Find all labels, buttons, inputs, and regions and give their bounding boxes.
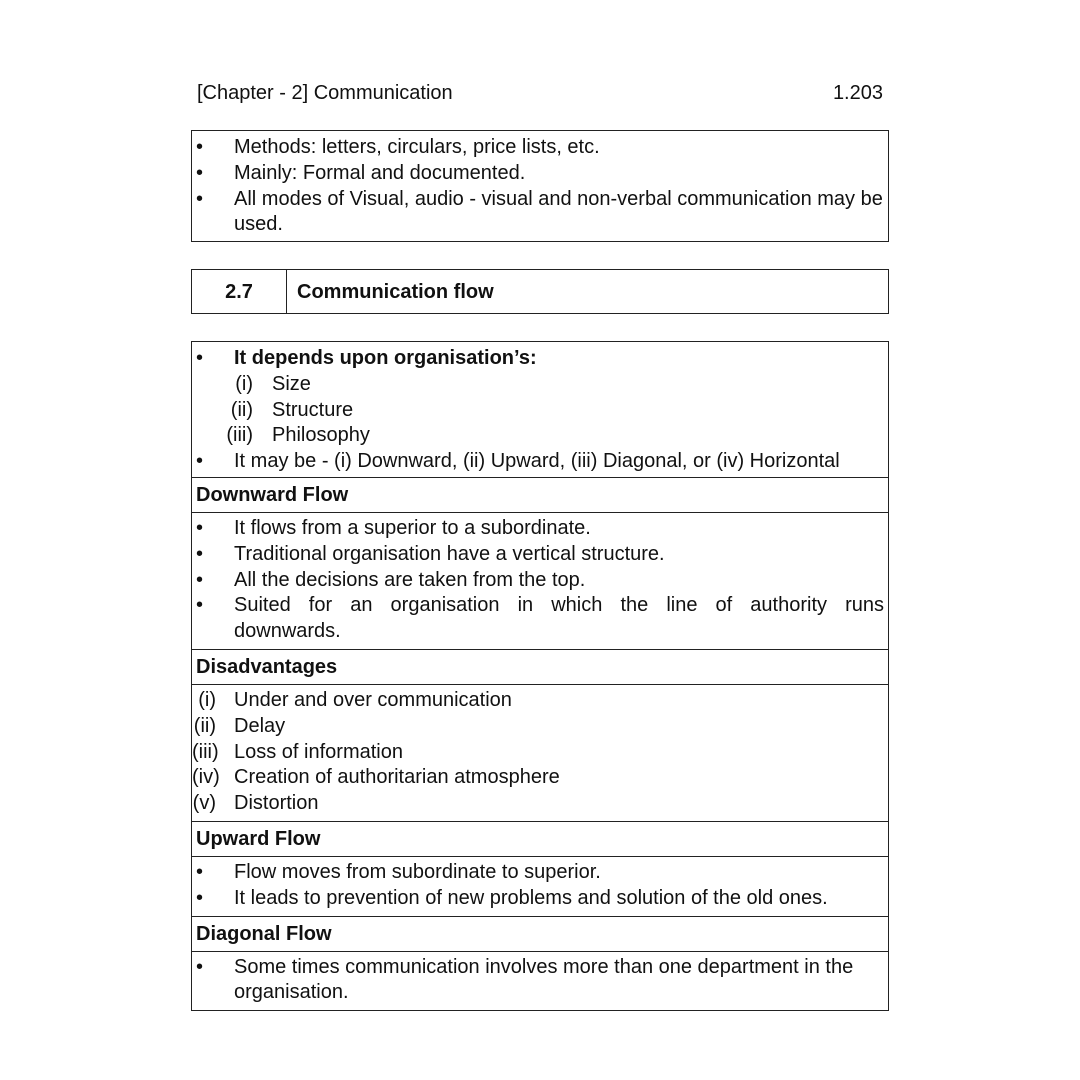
list-item xyxy=(192,886,888,912)
item-number: (iii) xyxy=(192,740,219,763)
bullet-icon: • xyxy=(196,161,204,184)
factor-number: (i) xyxy=(235,372,253,395)
bullet-icon: • xyxy=(196,136,204,158)
factor-text: Philosophy xyxy=(272,424,370,447)
diagonal-row xyxy=(192,951,888,1011)
intro-lead: It depends upon organisation’s: xyxy=(234,347,537,369)
disadvantage-item xyxy=(192,765,888,791)
factor-number: (ii) xyxy=(230,398,253,421)
item-text: Creation of authoritarian atmosphere xyxy=(234,766,560,789)
bullet-icon: • xyxy=(196,568,204,591)
bullet-icon: • xyxy=(196,450,204,473)
disadvantages-heading: Disadvantages xyxy=(192,649,888,684)
list-item xyxy=(192,593,888,619)
intro-row xyxy=(192,342,888,477)
list-item-text: Flow moves from subordinate to superior. xyxy=(234,860,601,883)
diagonal-heading: Diagonal Flow xyxy=(192,916,888,951)
factor-item xyxy=(192,398,888,424)
factor-text: Structure xyxy=(272,398,354,421)
factor-item xyxy=(192,423,888,449)
disadvantage-item xyxy=(192,688,888,714)
list-item xyxy=(192,346,888,372)
list-item-text: Suited for an organisation in which the line of authority runs xyxy=(234,594,884,617)
list-item xyxy=(192,161,888,187)
upward-row xyxy=(192,856,888,916)
bullet-icon: • xyxy=(196,955,204,978)
downward-row xyxy=(192,512,888,649)
item-text: Distortion xyxy=(234,792,319,815)
page-header xyxy=(197,82,883,108)
list-item-text: Some times communication involves more than one department in the xyxy=(234,955,854,978)
list-item xyxy=(192,542,888,568)
downward-heading: Downward Flow xyxy=(192,477,888,512)
disadvantage-item xyxy=(192,740,888,766)
item-text: Loss of information xyxy=(234,740,403,763)
bullet-icon: • xyxy=(196,860,204,883)
list-item xyxy=(192,955,888,981)
item-number: (ii) xyxy=(193,714,216,737)
list-item-text: Methods: letters, circulars, price lists, etc. xyxy=(234,136,600,158)
flow-types-text: It may be - (i) Downward, (ii) Upward, (iii) Diagonal, or (iv) Horizontal xyxy=(234,450,840,473)
item-text: Under and over communication xyxy=(234,688,512,711)
item-number: (iv) xyxy=(192,766,220,789)
chapter-title: [Chapter - 2] Communication xyxy=(197,82,453,104)
list-item-continued xyxy=(192,619,888,645)
factor-item xyxy=(192,372,888,398)
bullet-icon: • xyxy=(196,542,204,565)
section-heading xyxy=(191,269,889,314)
list-item xyxy=(192,860,888,886)
list-item xyxy=(192,135,888,161)
disadvantage-item xyxy=(192,714,888,740)
factor-text: Size xyxy=(272,372,311,395)
top-box xyxy=(191,130,889,242)
section-title: Communication flow xyxy=(297,281,494,303)
list-item xyxy=(192,568,888,594)
disadvantages-row xyxy=(192,684,888,821)
bullet-icon: • xyxy=(196,886,204,909)
page-number: 1.203 xyxy=(832,82,883,104)
list-item-text: All the decisions are taken from the top. xyxy=(234,568,586,591)
list-item-continued xyxy=(192,980,888,1006)
content-table xyxy=(191,341,889,1011)
item-number: (i) xyxy=(198,688,216,711)
bullet-icon: • xyxy=(196,187,204,210)
list-item-text: Traditional organisation have a vertical structure. xyxy=(234,542,665,565)
item-text: Delay xyxy=(234,714,286,737)
section-number: 2.7 xyxy=(192,270,287,313)
list-item-text: downwards. xyxy=(234,620,341,643)
list-item-text: All modes of Visual, audio - visual and non-verbal communication may be used. xyxy=(234,187,883,236)
disadvantage-item xyxy=(192,791,888,817)
bullet-icon: • xyxy=(196,347,204,369)
factor-number: (iii) xyxy=(226,424,253,447)
bullet-icon: • xyxy=(196,516,204,539)
item-number: (v) xyxy=(192,792,216,815)
list-item xyxy=(192,516,888,542)
upward-heading: Upward Flow xyxy=(192,821,888,856)
list-item-text: Mainly: Formal and documented. xyxy=(234,161,526,184)
list-item-text: It leads to prevention of new problems and solution of the old ones. xyxy=(234,886,828,909)
bullet-icon: • xyxy=(196,594,204,617)
list-item-text: It flows from a superior to a subordinate. xyxy=(234,516,591,539)
list-item xyxy=(192,187,888,239)
list-item xyxy=(192,449,888,475)
list-item-text: organisation. xyxy=(234,981,349,1004)
